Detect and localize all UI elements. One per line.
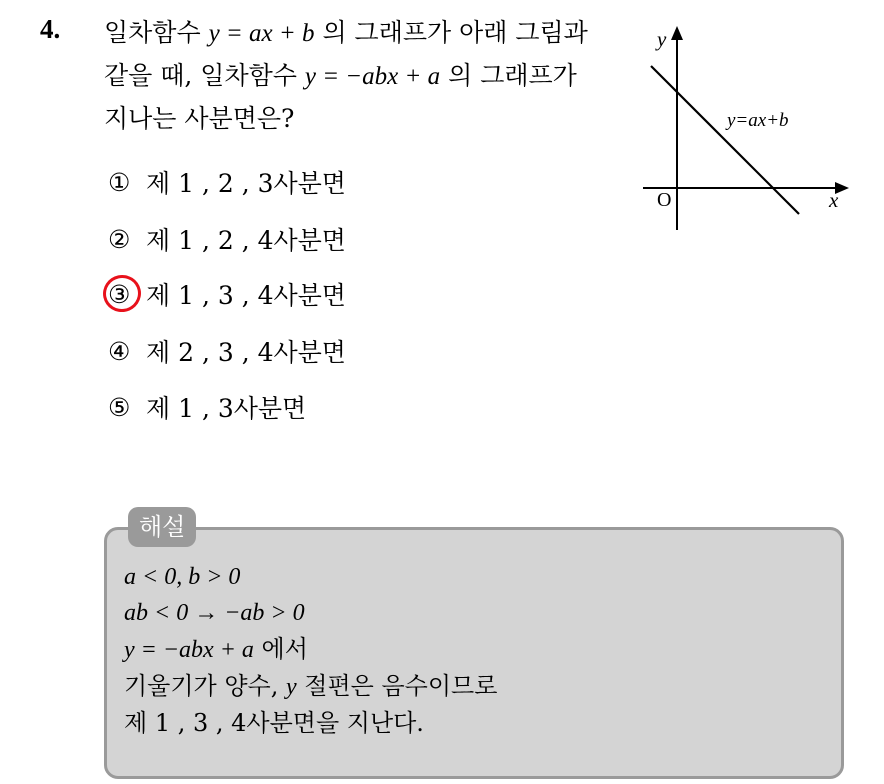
y-axis-arrow: [671, 26, 683, 40]
explanation-line-5: 제 1 , 3 , 4사분면을 지난다.: [124, 709, 424, 737]
option-2-mark: ②: [108, 224, 131, 254]
option-2-text: 제 1 , 2 , 4사분면: [146, 226, 346, 255]
option-4[interactable]: [108, 331, 346, 371]
option-5-text: 제 1 , 3사분면: [146, 394, 307, 423]
option-3-text: 제 1 , 3 , 4사분면: [146, 281, 346, 310]
graph-line: [651, 66, 799, 214]
question-line-1: 일차함수 y = ax + b 의 그래프가 아래 그림과: [104, 18, 588, 47]
question-number: 4.: [40, 14, 61, 44]
question-text: [104, 12, 634, 140]
explanation-line-2: ab < 0 → −ab > 0: [124, 600, 305, 626]
explanation-tag: 해설: [128, 507, 196, 547]
function-expression-2: y = −abx + a: [304, 63, 441, 90]
explanation-line-3: y = −abx + a 에서: [124, 635, 308, 663]
x-axis-label: x: [829, 188, 839, 212]
option-5[interactable]: [108, 387, 306, 427]
graph: [635, 20, 855, 240]
option-2[interactable]: [108, 219, 346, 259]
option-4-text: 제 2 , 3 , 4사분면: [146, 338, 346, 367]
explanation-text: [124, 559, 497, 741]
option-3[interactable]: [108, 274, 346, 314]
y-axis-label: y: [657, 27, 667, 51]
line-label: y=ax+b: [727, 110, 789, 131]
option-1-mark: ①: [108, 167, 131, 197]
explanation-line-4: 기울기가 양수, y 절편은 음수이므로: [124, 672, 498, 700]
question-line-3: 지나는 사분면은?: [104, 104, 295, 133]
option-3-mark: ③: [108, 279, 131, 309]
option-1-text: 제 1 , 2 , 3사분면: [146, 169, 346, 198]
option-4-mark: ④: [108, 336, 131, 366]
question-line-2: 같을 때, 일차함수 y = −abx + a 의 그래프가: [104, 61, 577, 90]
option-5-mark: ⑤: [108, 392, 131, 422]
option-1[interactable]: [108, 162, 346, 202]
explanation-line-1: a < 0, b > 0: [124, 564, 241, 590]
function-expression: y = ax + b: [208, 20, 315, 47]
origin-label: O: [657, 189, 672, 211]
